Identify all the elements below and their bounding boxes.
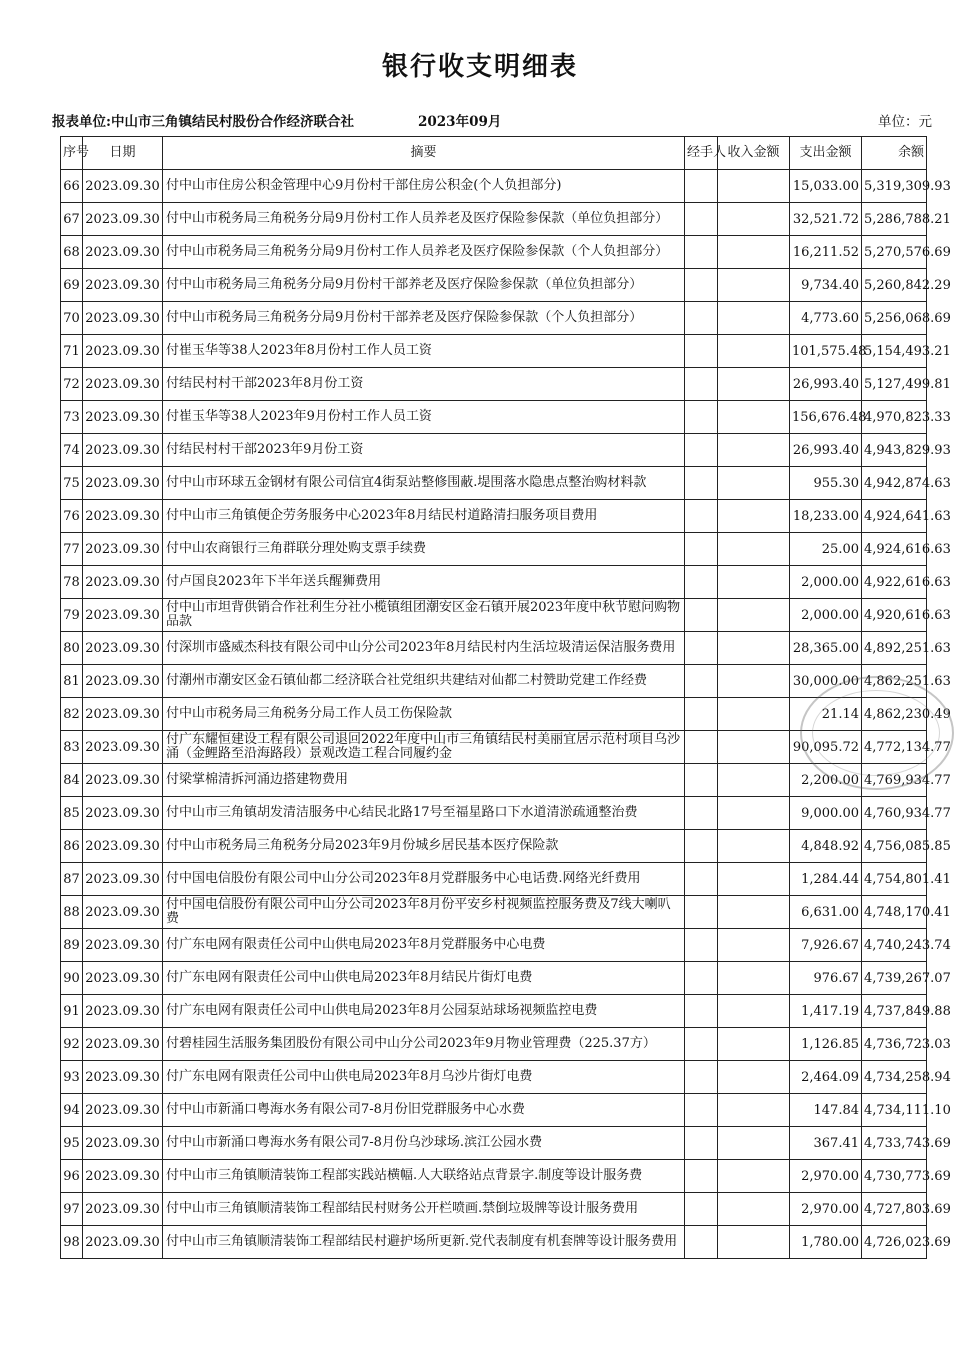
row-date: 2023.09.30 [83,698,163,731]
row-balance: 5,260,842.29 [862,269,927,302]
row-date: 2023.09.30 [83,434,163,467]
row-desc: 付中山市新涌口粤海水务有限公司7-8月份旧党群服务中心水费 [163,1094,685,1127]
row-date: 2023.09.30 [83,995,163,1028]
row-income [718,269,790,302]
row-seq: 91 [61,995,83,1028]
table-row [61,269,927,302]
row-income [718,632,790,665]
row-expense: 6,631.00 [790,896,862,929]
row-handler [685,302,718,335]
row-desc: 付碧桂园生活服务集团股份有限公司中山分公司2023年9月物业管理费（225.37方） [163,1028,685,1061]
row-handler [685,632,718,665]
table-header-row [61,137,927,170]
row-date: 2023.09.30 [83,467,163,500]
row-seq: 84 [61,764,83,797]
row-handler [685,731,718,764]
row-expense: 16,211.52 [790,236,862,269]
row-income [718,500,790,533]
row-date: 2023.09.30 [83,929,163,962]
row-balance: 4,862,251.63 [862,665,927,698]
row-handler [685,599,718,632]
row-date: 2023.09.30 [83,764,163,797]
row-date: 2023.09.30 [83,1094,163,1127]
row-expense: 955.30 [790,467,862,500]
row-handler [685,1028,718,1061]
row-balance: 5,319,309.93 [862,170,927,203]
row-handler [685,170,718,203]
row-balance: 4,970,823.33 [862,401,927,434]
row-date: 2023.09.30 [83,632,163,665]
row-seq: 81 [61,665,83,698]
row-balance: 4,733,743.69 [862,1127,927,1160]
row-handler [685,203,718,236]
row-handler [685,698,718,731]
row-seq: 75 [61,467,83,500]
row-handler [685,467,718,500]
row-desc: 付中山市坦背供销合作社利生分社小榄镇组团潮安区金石镇开展2023年度中秋节慰问购物品款 [163,599,685,632]
row-desc: 付潮州市潮安区金石镇仙都二经济联合社党组织共建结对仙都二村赞助党建工作经费 [163,665,685,698]
row-seq: 80 [61,632,83,665]
row-income [718,764,790,797]
row-income [718,698,790,731]
row-handler [685,1061,718,1094]
row-desc: 付中山农商银行三角群联分理处购支票手续费 [163,533,685,566]
row-income [718,731,790,764]
row-date: 2023.09.30 [83,1193,163,1226]
row-balance: 4,920,616.63 [862,599,927,632]
row-income [718,1061,790,1094]
row-handler [685,830,718,863]
header-date: 日期 [83,137,163,170]
row-desc: 付广东电网有限责任公司中山供电局2023年8月党群服务中心电费 [163,929,685,962]
row-desc: 付中山市税务局三角税务分局9月份村干部养老及医疗保险参保款（单位负担部分） [163,269,685,302]
table-row [61,599,927,632]
row-seq: 86 [61,830,83,863]
row-income [718,665,790,698]
row-balance: 4,727,803.69 [862,1193,927,1226]
row-handler [685,665,718,698]
header-income: 收入金额 [718,137,790,170]
row-handler [685,797,718,830]
row-seq: 69 [61,269,83,302]
row-desc: 付梁掌棉清拆河涌边搭建物费用 [163,764,685,797]
table-row [61,1160,927,1193]
row-balance: 4,730,773.69 [862,1160,927,1193]
row-expense: 2,000.00 [790,566,862,599]
table-row [61,632,927,665]
bank-ledger-table [60,136,951,1259]
row-seq: 98 [61,1226,83,1259]
table-row [61,335,927,368]
row-handler [685,1127,718,1160]
row-seq: 79 [61,599,83,632]
row-balance: 4,862,230.49 [862,698,927,731]
row-income [718,1193,790,1226]
row-date: 2023.09.30 [83,962,163,995]
row-expense: 26,993.40 [790,368,862,401]
table-row [61,962,927,995]
row-balance: 5,286,788.21 [862,203,927,236]
row-expense: 4,773.60 [790,302,862,335]
reporting-unit: 报表单位:中山市三角镇结民村股份合作经济联合社 [52,114,354,130]
row-handler [685,896,718,929]
table-row [61,401,927,434]
row-handler [685,335,718,368]
row-handler [685,566,718,599]
row-balance: 4,756,085.85 [862,830,927,863]
row-desc: 付中山市税务局三角税务分局9月份村工作人员养老及医疗保险参保款（个人负担部分） [163,236,685,269]
row-income [718,995,790,1028]
row-desc: 付中山市税务局三角税务分局2023年9月份城乡居民基本医疗保险款 [163,830,685,863]
row-income [718,1028,790,1061]
row-date: 2023.09.30 [83,269,163,302]
row-date: 2023.09.30 [83,863,163,896]
row-handler [685,269,718,302]
row-date: 2023.09.30 [83,896,163,929]
row-desc: 付中山市三角镇顺清装饰工程部结民村避护场所更新.党代表制度有机套牌等设计服务费用 [163,1226,685,1259]
row-handler [685,995,718,1028]
table-row [61,500,927,533]
row-date: 2023.09.30 [83,170,163,203]
table-row [61,302,927,335]
row-seq: 77 [61,533,83,566]
row-handler [685,929,718,962]
row-desc: 付中山市三角镇顺清装饰工程部结民村财务公开栏喷画.禁倒垃圾牌等设计服务费用 [163,1193,685,1226]
table-row [61,1028,927,1061]
table-row [61,170,927,203]
row-expense: 2,464.09 [790,1061,862,1094]
row-income [718,1160,790,1193]
row-date: 2023.09.30 [83,401,163,434]
row-date: 2023.09.30 [83,797,163,830]
row-income [718,830,790,863]
row-desc: 付崔玉华等38人2023年9月份村工作人员工资 [163,401,685,434]
row-income [718,929,790,962]
row-balance: 4,769,934.77 [862,764,927,797]
row-desc: 付结民村村干部2023年8月份工资 [163,368,685,401]
row-handler [685,863,718,896]
row-income [718,236,790,269]
row-seq: 87 [61,863,83,896]
row-balance: 4,740,243.74 [862,929,927,962]
row-expense: 2,970.00 [790,1193,862,1226]
table-row [61,731,927,764]
currency-unit: 单位：元 [878,114,932,130]
row-handler [685,1193,718,1226]
row-expense: 9,000.00 [790,797,862,830]
table-row [61,467,927,500]
row-handler [685,1094,718,1127]
row-handler [685,1226,718,1259]
table-row [61,995,927,1028]
row-seq: 70 [61,302,83,335]
row-expense: 25.00 [790,533,862,566]
row-balance: 4,726,023.69 [862,1226,927,1259]
row-desc: 付中山市三角镇便企劳务服务中心2023年8月结民村道路清扫服务项目费用 [163,500,685,533]
row-date: 2023.09.30 [83,1160,163,1193]
row-seq: 72 [61,368,83,401]
header-seq: 序号 [61,137,83,170]
row-expense: 976.67 [790,962,862,995]
report-period: 2023年09月 [418,114,502,130]
row-expense: 2,000.00 [790,599,862,632]
row-income [718,797,790,830]
page-title: 银行收支明细表 [381,52,578,82]
row-balance: 5,127,499.81 [862,368,927,401]
row-desc: 付中山市新涌口粤海水务有限公司7-8月份乌沙球场.滨江公园水费 [163,1127,685,1160]
row-balance: 4,942,874.63 [862,467,927,500]
row-desc: 付中山市环球五金钢材有限公司信宜4街泵站整修围蔽.堤围落水隐患点整治购材料款 [163,467,685,500]
row-desc: 付广东电网有限责任公司中山供电局2023年8月乌沙片街灯电费 [163,1061,685,1094]
row-seq: 93 [61,1061,83,1094]
row-income [718,467,790,500]
row-seq: 74 [61,434,83,467]
row-date: 2023.09.30 [83,533,163,566]
row-expense: 18,233.00 [790,500,862,533]
row-seq: 94 [61,1094,83,1127]
row-date: 2023.09.30 [83,566,163,599]
row-expense: 1,284.44 [790,863,862,896]
table-row [61,863,927,896]
row-balance: 4,734,111.10 [862,1094,927,1127]
table-row [61,1226,927,1259]
row-expense: 26,993.40 [790,434,862,467]
row-expense: 2,970.00 [790,1160,862,1193]
row-seq: 82 [61,698,83,731]
row-desc: 付中国电信股份有限公司中山分公司2023年8月份平安乡村视频监控服务费及7线大喇叭费 [163,896,685,929]
header-expense: 支出金额 [790,137,862,170]
header-handler: 经手人 [685,137,718,170]
row-handler [685,1160,718,1193]
table-row [61,1127,927,1160]
row-balance: 4,922,616.63 [862,566,927,599]
row-date: 2023.09.30 [83,203,163,236]
row-handler [685,236,718,269]
row-desc: 付中国电信股份有限公司中山分公司2023年8月党群服务中心电话费.网络光纤费用 [163,863,685,896]
row-date: 2023.09.30 [83,236,163,269]
table-row [61,203,927,236]
row-date: 2023.09.30 [83,830,163,863]
row-seq: 96 [61,1160,83,1193]
row-date: 2023.09.30 [83,1226,163,1259]
row-handler [685,401,718,434]
row-expense: 156,676.48 [790,401,862,434]
row-expense: 7,926.67 [790,929,862,962]
table-row [61,1061,927,1094]
row-date: 2023.09.30 [83,500,163,533]
row-balance: 4,754,801.41 [862,863,927,896]
row-income [718,335,790,368]
row-desc: 付中山市三角镇胡发清洁服务中心结民北路17号至福星路口下水道清淤疏通整治费 [163,797,685,830]
row-income [718,863,790,896]
table-row [61,830,927,863]
row-date: 2023.09.30 [83,1061,163,1094]
header-balance: 余额 [862,137,927,170]
row-seq: 89 [61,929,83,962]
row-balance: 4,748,170.41 [862,896,927,929]
table-row [61,929,927,962]
row-expense: 147.84 [790,1094,862,1127]
table-row [61,434,927,467]
row-desc: 付广东耀恒建设工程有限公司退回2022年度中山市三角镇结民村美丽宜居示范村项目乌沙涌（金鲤路至沿海路段）景观改造工程合同履约金 [163,731,685,764]
row-date: 2023.09.30 [83,302,163,335]
row-income [718,566,790,599]
row-expense: 1,126.85 [790,1028,862,1061]
row-date: 2023.09.30 [83,665,163,698]
row-balance: 4,892,251.63 [862,632,927,665]
row-seq: 90 [61,962,83,995]
row-expense: 9,734.40 [790,269,862,302]
row-handler [685,962,718,995]
row-expense: 32,521.72 [790,203,862,236]
row-seq: 68 [61,236,83,269]
table-row [61,698,927,731]
row-handler [685,434,718,467]
row-balance: 4,760,934.77 [862,797,927,830]
row-income [718,1094,790,1127]
row-seq: 85 [61,797,83,830]
row-expense: 21.14 [790,698,862,731]
row-handler [685,368,718,401]
row-desc: 付中山市税务局三角税务分局9月份村干部养老及医疗保险参保款（个人负担部分） [163,302,685,335]
row-income [718,170,790,203]
row-expense: 90,095.72 [790,731,862,764]
row-balance: 4,924,641.63 [862,500,927,533]
table-row [61,764,927,797]
row-expense: 30,000.00 [790,665,862,698]
row-seq: 83 [61,731,83,764]
row-date: 2023.09.30 [83,1028,163,1061]
row-expense: 1,417.19 [790,995,862,1028]
row-balance: 4,737,849.88 [862,995,927,1028]
row-seq: 88 [61,896,83,929]
row-income [718,1226,790,1259]
row-balance: 5,256,068.69 [862,302,927,335]
row-date: 2023.09.30 [83,335,163,368]
row-income [718,1127,790,1160]
row-income [718,599,790,632]
row-income [718,896,790,929]
row-balance: 4,924,616.63 [862,533,927,566]
row-desc: 付结民村村干部2023年9月份工资 [163,434,685,467]
table-row [61,236,927,269]
row-desc: 付广东电网有限责任公司中山供电局2023年8月公园泵站球场视频监控电费 [163,995,685,1028]
row-expense: 1,780.00 [790,1226,862,1259]
row-expense: 28,365.00 [790,632,862,665]
row-balance: 4,943,829.93 [862,434,927,467]
row-date: 2023.09.30 [83,599,163,632]
row-desc: 付中山市税务局三角税务分局工作人员工伤保险款 [163,698,685,731]
row-date: 2023.09.30 [83,368,163,401]
row-expense: 15,033.00 [790,170,862,203]
table-row [61,896,927,929]
row-seq: 76 [61,500,83,533]
row-income [718,302,790,335]
row-desc: 付中山市三角镇顺清装饰工程部实践站横幅.人大联络站点背景字.制度等设计服务费 [163,1160,685,1193]
row-seq: 66 [61,170,83,203]
table-row [61,797,927,830]
row-income [718,368,790,401]
row-balance: 4,739,267.07 [862,962,927,995]
row-desc: 付深圳市盛威杰科技有限公司中山分公司2023年8月结民村内生活垃圾清运保洁服务费用 [163,632,685,665]
header-desc: 摘要 [163,137,685,170]
row-seq: 67 [61,203,83,236]
row-balance: 5,270,576.69 [862,236,927,269]
row-date: 2023.09.30 [83,731,163,764]
row-expense: 2,200.00 [790,764,862,797]
table-row [61,566,927,599]
table-row [61,533,927,566]
table-row [61,665,927,698]
row-seq: 71 [61,335,83,368]
row-desc: 付中山市住房公积金管理中心9月份村干部住房公积金(个人负担部分) [163,170,685,203]
row-seq: 78 [61,566,83,599]
row-balance: 4,736,723.03 [862,1028,927,1061]
row-handler [685,500,718,533]
official-seal-inner-ring [812,690,940,776]
row-handler [685,533,718,566]
row-expense: 367.41 [790,1127,862,1160]
row-desc: 付卢国良2023年下半年送兵醒狮费用 [163,566,685,599]
row-income [718,533,790,566]
row-desc: 付崔玉华等38人2023年8月份村工作人员工资 [163,335,685,368]
row-desc: 付中山市税务局三角税务分局9月份村工作人员养老及医疗保险参保款（单位负担部分） [163,203,685,236]
row-seq: 92 [61,1028,83,1061]
table-row [61,368,927,401]
table-body [61,170,951,1259]
row-seq: 73 [61,401,83,434]
row-handler [685,764,718,797]
row-income [718,962,790,995]
row-income [718,203,790,236]
row-balance: 4,734,258.94 [862,1061,927,1094]
row-income [718,434,790,467]
row-seq: 95 [61,1127,83,1160]
row-date: 2023.09.30 [83,1127,163,1160]
row-balance: 5,154,493.21 [862,335,927,368]
row-expense: 101,575.48 [790,335,862,368]
table-row [61,1094,927,1127]
row-seq: 97 [61,1193,83,1226]
row-expense: 4,848.92 [790,830,862,863]
row-desc: 付广东电网有限责任公司中山供电局2023年8月结民片街灯电费 [163,962,685,995]
table-row [61,1193,927,1226]
row-income [718,401,790,434]
row-balance: 4,772,134.77 [862,731,927,764]
